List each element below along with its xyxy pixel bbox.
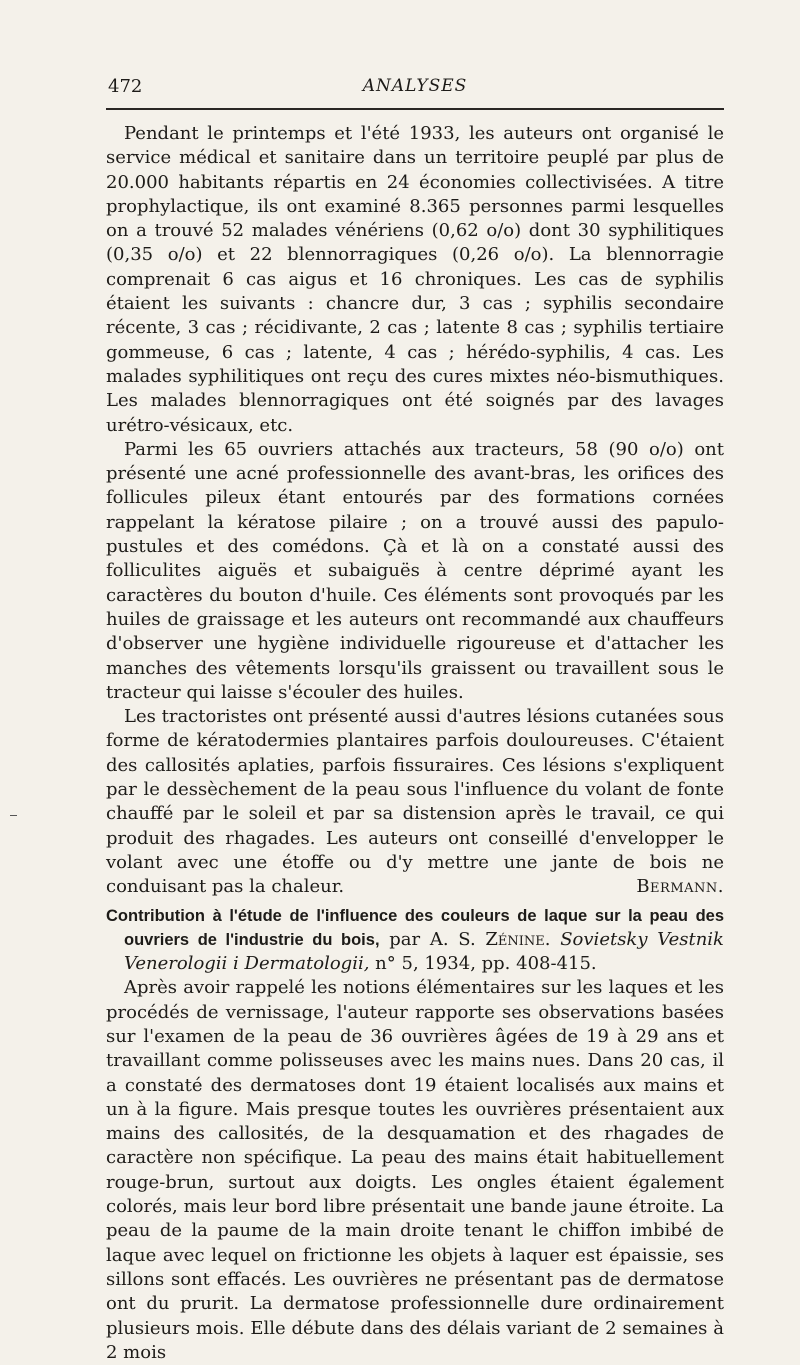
article-title: Contribution à l'étude de l'influence des couleurs de laque sur la peau des ouvriers de l'industrie du bois, [106, 906, 724, 949]
paragraph-final: Après avoir rappelé les notions élémentaires sur les laques et les procédés de vernissage, l'auteur rapporte ses observations basées sur l'examen de la peau de 36 ouvrières âgées de 19 à 29 ans et travaillant comme polisseuses avec les mains nues. Dans 20 cas, il a constaté des dermatoses dont 19 étaient localisés aux mains et un à la figure. Mais presque toutes les ouvrières présentaient aux mains des callosités, de la desquamation et des rhagades de caractère non spécifique. La peau des mains était habituellement rouge-brun, surtout aux doigts. Les ongles étaient également colorés, mais leur bord libre présentait une bande jaune étroite. La peau de la paume de la main droite tenant le chiffon imbibé de laque avec lequel on frictionne les objets à laquer est épaissie, ses sillons sont effacés. Les ouvrières ne présentant pas de dermatose ont du prurit. La dermatose professionnelle dure ordinairement plusieurs mois. Elle débute dans des délais variant de 2 semaines à 2 mois [106, 977, 724, 1363]
review-signature: Bermann. [636, 876, 724, 898]
page-number: 472 [108, 76, 143, 97]
page-header [106, 68, 724, 108]
article-citation: n° 5, 1934, pp. 408-415. [375, 953, 597, 975]
article-reference [106, 904, 724, 977]
header-rule [106, 108, 724, 110]
article-authors: A. S. Zénine. [429, 928, 551, 950]
article-by: par [389, 928, 421, 950]
paragraph-3-text: Les tractoristes ont présenté aussi d'autres lésions cutanées sous forme de kératodermies plantaires parfois douloureuses. C'étaient des callosités aplaties, parfois fissuraires. Ces lésions s'expliquent par le dessèchement de la peau sous l'influence du volant de fonte chauffé par le soleil et par sa distension après le travail, ce qui produit des rhagades. Les auteurs ont conseillé d'envelopper le volant avec une étoffe ou d'y mettre une jante de bois ne conduisant pas la chaleur. [106, 706, 724, 898]
margin-mark [10, 815, 17, 816]
article-journal: Sovietsky Vestnik Venerologii i Dermatologii, [124, 928, 724, 975]
paragraph-3 [106, 705, 724, 899]
body-text [106, 122, 724, 1365]
paragraph-2: Parmi les 65 ouvriers attachés aux tracteurs, 58 (90 o/o) ont présenté une acné professionnelle des avant-bras, les orifices des follicules pileux étant entourés par des formations cornées rappelant la kératose pilaire ; on a trouvé aussi des papulo-pustules et des comédons. Çà et là on a constaté aussi des folliculites aiguës et subaiguës à centre déprimé ayant les caractères du bouton d'huile. Ces éléments sont provoqués par les huiles de graissage et les auteurs ont recommandé aux chauffeurs d'observer une hygiène individuelle rigoureuse et d'attacher les manches des vêtements lorsqu'ils graissent ou travaillent sous le tracteur qui laisse s'écouler des huiles. [106, 438, 724, 703]
running-title: ANALYSES [362, 76, 468, 96]
paragraph-1: Pendant le printemps et l'été 1933, les auteurs ont organisé le service médical et sanitaire dans un territoire peuplé par plus de 20.000 habitants répartis en 24 économies collectivisées. A titre prophylactique, ils ont examiné 8.365 personnes parmi lesquelles on a trouvé 52 malades vénériens (0,62 o/o) dont 30 syphilitiques (0,35 o/o) et 22 blennorragiques (0,26 o/o). La blennorragie comprenait 6 cas aigus et 16 chroniques. Les cas de syphilis étaient les suivants : chancre dur, 3 cas ; syphilis secondaire récente, 3 cas ; récidivante, 2 cas ; latente 8 cas ; syphilis tertiaire gommeuse, 6 cas ; latente, 4 cas ; hérédo-syphilis, 4 cas. Les malades syphilitiques ont reçu des cures mixtes néo-bismuthiques. Les malades blennorragiques ont été soignés par des lavages urétro-vésicaux, etc. [106, 123, 724, 436]
